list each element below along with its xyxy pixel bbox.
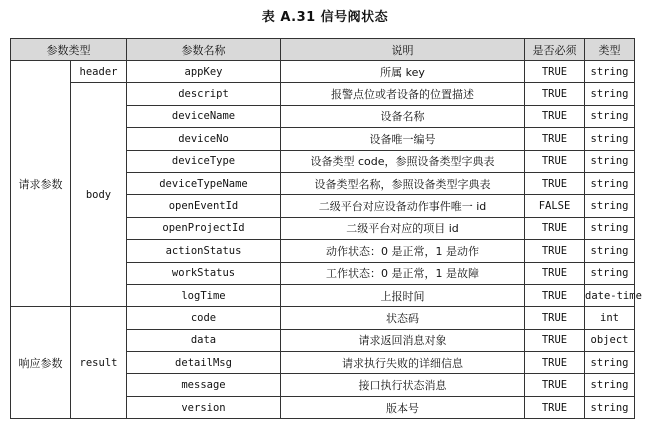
param-name: actionStatus: [127, 240, 281, 262]
param-type: string: [585, 83, 635, 105]
param-required: TRUE: [525, 150, 585, 172]
param-description: 二级平台对应设备动作事件唯一 id: [281, 195, 525, 217]
param-required: TRUE: [525, 105, 585, 127]
param-type: string: [585, 61, 635, 83]
param-description: 版本号: [281, 396, 525, 418]
param-type: string: [585, 374, 635, 396]
param-type: int: [585, 307, 635, 329]
param-type: string: [585, 172, 635, 194]
param-description: 状态码: [281, 307, 525, 329]
table-row: [11, 61, 635, 83]
param-name: deviceTypeName: [127, 172, 281, 194]
param-description: 二级平台对应的项目 id: [281, 217, 525, 239]
param-name: deviceNo: [127, 128, 281, 150]
param-name: logTime: [127, 284, 281, 306]
param-description: 动作状态：0 是正常，1 是动作: [281, 240, 525, 262]
param-required: TRUE: [525, 307, 585, 329]
param-name: openEventId: [127, 195, 281, 217]
param-name: data: [127, 329, 281, 351]
param-name: message: [127, 374, 281, 396]
header-required: 是否必须: [525, 39, 585, 61]
subgroup-result: result: [71, 307, 127, 419]
param-required: TRUE: [525, 352, 585, 374]
param-name: detailMsg: [127, 352, 281, 374]
param-type: string: [585, 195, 635, 217]
param-description: 接口执行状态消息: [281, 374, 525, 396]
param-name: descript: [127, 83, 281, 105]
header-description: 说明: [281, 39, 525, 61]
table-caption: 表 A.31 信号阀状态: [261, 10, 389, 25]
param-name: code: [127, 307, 281, 329]
table-row: [11, 307, 635, 329]
header-param-name: 参数名称: [127, 39, 281, 61]
param-required: TRUE: [525, 374, 585, 396]
param-description: 设备唯一编号: [281, 128, 525, 150]
param-description: 所属 key: [281, 61, 525, 83]
param-description: 上报时间: [281, 284, 525, 306]
param-required: TRUE: [525, 396, 585, 418]
param-description: 请求执行失败的详细信息: [281, 352, 525, 374]
param-required: TRUE: [525, 61, 585, 83]
header-type: 类型: [585, 39, 635, 61]
parameter-table: [10, 38, 642, 419]
param-required: TRUE: [525, 83, 585, 105]
subgroup-header: header: [71, 61, 127, 83]
param-required: TRUE: [525, 262, 585, 284]
param-name: appKey: [127, 61, 281, 83]
param-required: TRUE: [525, 284, 585, 306]
param-name: openProjectId: [127, 217, 281, 239]
param-type: string: [585, 105, 635, 127]
param-type: string: [585, 217, 635, 239]
param-required: FALSE: [525, 195, 585, 217]
param-description: 设备类型 code，参照设备类型字典表: [281, 150, 525, 172]
param-required: TRUE: [525, 172, 585, 194]
param-type: string: [585, 262, 635, 284]
param-description: 请求返回消息对象: [281, 329, 525, 351]
param-description: 工作状态：0 是正常，1 是故障: [281, 262, 525, 284]
param-required: TRUE: [525, 240, 585, 262]
param-type: string: [585, 352, 635, 374]
header-param-category: 参数类型: [11, 39, 127, 61]
subgroup-body: body: [71, 83, 127, 307]
param-required: TRUE: [525, 128, 585, 150]
group-request: 请求参数: [11, 61, 71, 307]
param-required: TRUE: [525, 329, 585, 351]
param-type: date-time: [585, 284, 635, 306]
param-description: 报警点位或者设备的位置描述: [281, 83, 525, 105]
param-required: TRUE: [525, 217, 585, 239]
param-description: 设备名称: [281, 105, 525, 127]
param-type: string: [585, 240, 635, 262]
header-row: [11, 39, 635, 61]
param-type: object: [585, 329, 635, 351]
param-type: string: [585, 128, 635, 150]
param-type: string: [585, 150, 635, 172]
param-description: 设备类型名称，参照设备类型字典表: [281, 172, 525, 194]
param-name: deviceType: [127, 150, 281, 172]
group-response: 响应参数: [11, 307, 71, 419]
param-type: string: [585, 396, 635, 418]
param-name: version: [127, 396, 281, 418]
table-row: [11, 83, 635, 105]
param-name: workStatus: [127, 262, 281, 284]
param-name: deviceName: [127, 105, 281, 127]
